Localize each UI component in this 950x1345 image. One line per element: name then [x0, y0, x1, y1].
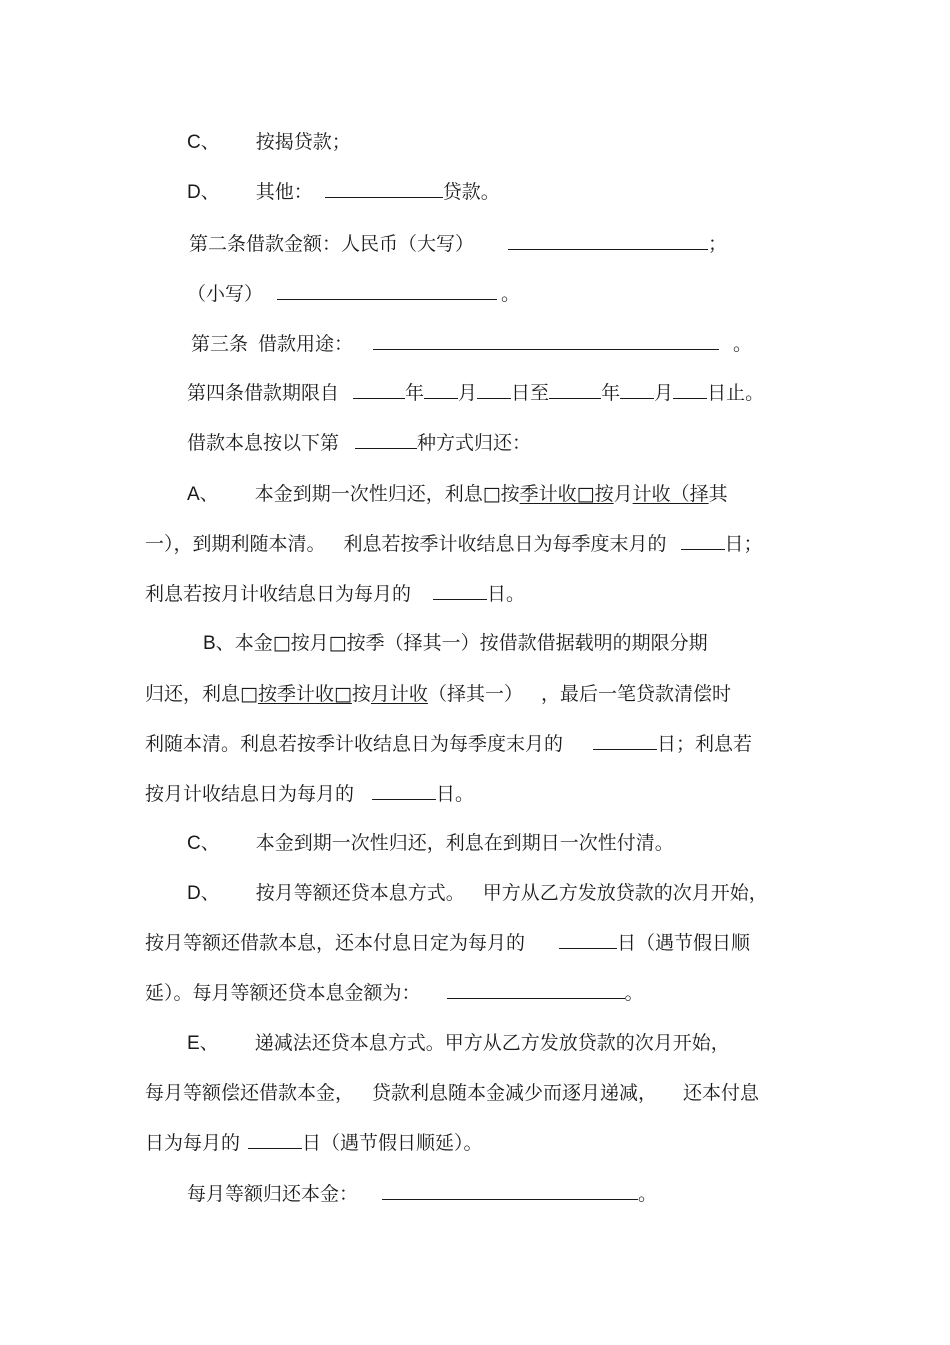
amount-blank[interactable]	[447, 980, 625, 999]
day-blank[interactable]	[372, 781, 436, 800]
loan-type-c	[187, 129, 351, 156]
loan-type-d	[187, 179, 500, 206]
method-text: 日；利息若	[657, 733, 753, 755]
method-text: 每月等额偿还借款本金，	[145, 1082, 355, 1104]
method-text: 日为每月的	[145, 1132, 241, 1154]
method-text: 利息若按月计收结息日为每月的	[145, 583, 412, 605]
intro-text: 借款本息按以下第	[187, 432, 340, 454]
day-blank[interactable]	[248, 1130, 302, 1149]
method-b-line-3	[145, 731, 752, 757]
day-label: 日止。	[707, 382, 765, 404]
month-blank[interactable]	[620, 380, 654, 399]
day-blank[interactable]	[477, 380, 511, 399]
item-marker: B、	[203, 633, 235, 654]
day-blank[interactable]	[593, 731, 657, 750]
day-blank[interactable]	[559, 930, 617, 949]
month-label: 月	[654, 382, 674, 404]
method-text: 还本付息	[683, 1082, 760, 1104]
article-2-small	[187, 281, 520, 307]
day-blank[interactable]	[433, 581, 487, 600]
method-text: 一），到期利随本清。	[145, 533, 326, 555]
purpose-label: 借款用途：	[258, 333, 354, 355]
method-text: 利息若按季计收结息日为每季度末月的	[343, 533, 667, 555]
method-text: 按月等额还借款本息，还本付息日定为每月的	[145, 932, 526, 954]
method-d-line-1	[187, 880, 768, 907]
day-label: 日至	[511, 382, 550, 404]
method-text: 按月计收结息日为每月的	[145, 783, 355, 805]
item-marker: C、	[187, 833, 220, 854]
fill-in-blank[interactable]	[277, 281, 497, 300]
small-label: （小写）	[187, 283, 264, 305]
method-b-line-1	[203, 630, 708, 657]
method-text: 本金到期一次性归还，利息□按	[254, 483, 520, 505]
item-marker: A、	[187, 484, 219, 505]
day-blank[interactable]	[681, 531, 725, 550]
method-d-line-3	[145, 980, 644, 1006]
article-2-amount	[189, 231, 727, 257]
article-label: 第四条借款期限自	[187, 382, 340, 404]
method-b-line-2	[145, 681, 731, 707]
method-a-line-3	[145, 581, 525, 607]
item-text: 按揭贷款；	[255, 131, 351, 153]
intro-text-end: 种方式归还：	[417, 432, 532, 454]
method-text: 每月等额归还本金：	[187, 1183, 359, 1205]
year-blank[interactable]	[549, 380, 601, 399]
method-text: 按	[351, 683, 371, 705]
method-text: 日（遇节假日顺	[617, 932, 751, 954]
fill-in-blank[interactable]	[508, 231, 708, 250]
method-text: 本金到期一次性归还，利息在到期日一次性付清。	[255, 832, 674, 854]
underlined-text: 月计收	[370, 683, 428, 705]
method-text: 日；	[724, 533, 763, 555]
year-label: 年	[405, 382, 425, 404]
item-marker: C、	[187, 132, 220, 153]
separator: ；	[708, 233, 728, 255]
underlined-text: 按季计收□	[257, 683, 352, 705]
end-punct: 。	[733, 333, 753, 355]
monthly-principal	[187, 1181, 657, 1207]
month-label: 月	[458, 382, 478, 404]
item-marker: D、	[187, 182, 220, 203]
item-marker: E、	[187, 1033, 219, 1054]
month-blank[interactable]	[424, 380, 458, 399]
method-e-line-2	[145, 1080, 759, 1106]
method-d-line-2	[145, 930, 750, 956]
method-text: 递减法还贷本息方式。甲方从乙方发放贷款的次月开始，	[254, 1032, 730, 1054]
method-text: （择其一）	[427, 683, 523, 705]
method-text: 甲方从乙方发放贷款的次月开始，	[482, 882, 768, 904]
article-label: 第三条	[191, 333, 249, 355]
method-text: 。	[624, 982, 644, 1004]
method-text: 归还，利息□	[145, 683, 258, 705]
article-4-term	[187, 380, 764, 406]
underlined-text: 计收（择	[632, 483, 709, 505]
method-text: ，最后一笔贷款清偿时	[540, 683, 731, 705]
method-e-line-1	[187, 1030, 730, 1057]
item-marker: D、	[187, 883, 220, 904]
method-text: 。	[638, 1183, 658, 1205]
article-label: 第二条借款金额：人民币（大写）	[189, 233, 475, 255]
method-a-line-1	[187, 481, 728, 508]
method-c	[187, 830, 674, 857]
method-text: 其	[708, 483, 728, 505]
item-suffix: 贷款。	[442, 181, 500, 203]
method-text: 日。	[487, 583, 526, 605]
end-punct: 。	[501, 283, 521, 305]
item-prefix: 其他：	[255, 181, 313, 203]
fill-in-blank[interactable]	[325, 179, 443, 198]
year-label: 年	[601, 382, 621, 404]
method-e-line-3	[145, 1130, 483, 1156]
method-text: 本金□按月□按季（择其一）按借款借据载明的期限分期	[234, 632, 708, 654]
method-b-line-4	[145, 781, 474, 807]
method-text: 利随本清。利息若按季计收结息日为每季度末月的	[145, 733, 564, 755]
method-text: 贷款利息随本金减少而逐月递减，	[372, 1082, 658, 1104]
method-text: 延）。每月等额还贷本息金额为：	[145, 982, 421, 1004]
repayment-intro	[187, 430, 531, 456]
year-blank[interactable]	[353, 380, 405, 399]
amount-blank[interactable]	[382, 1181, 638, 1200]
method-blank[interactable]	[355, 430, 417, 449]
article-3-purpose	[191, 331, 752, 357]
method-a-line-2	[145, 531, 763, 557]
method-text: 日。	[436, 783, 475, 805]
method-text: 月	[613, 483, 633, 505]
method-text: 日（遇节假日顺延）。	[302, 1132, 483, 1154]
day-blank[interactable]	[673, 380, 707, 399]
underlined-text: 季计收□按	[519, 483, 614, 505]
method-text: 按月等额还贷本息方式。	[255, 882, 465, 904]
fill-in-blank[interactable]	[373, 331, 719, 350]
